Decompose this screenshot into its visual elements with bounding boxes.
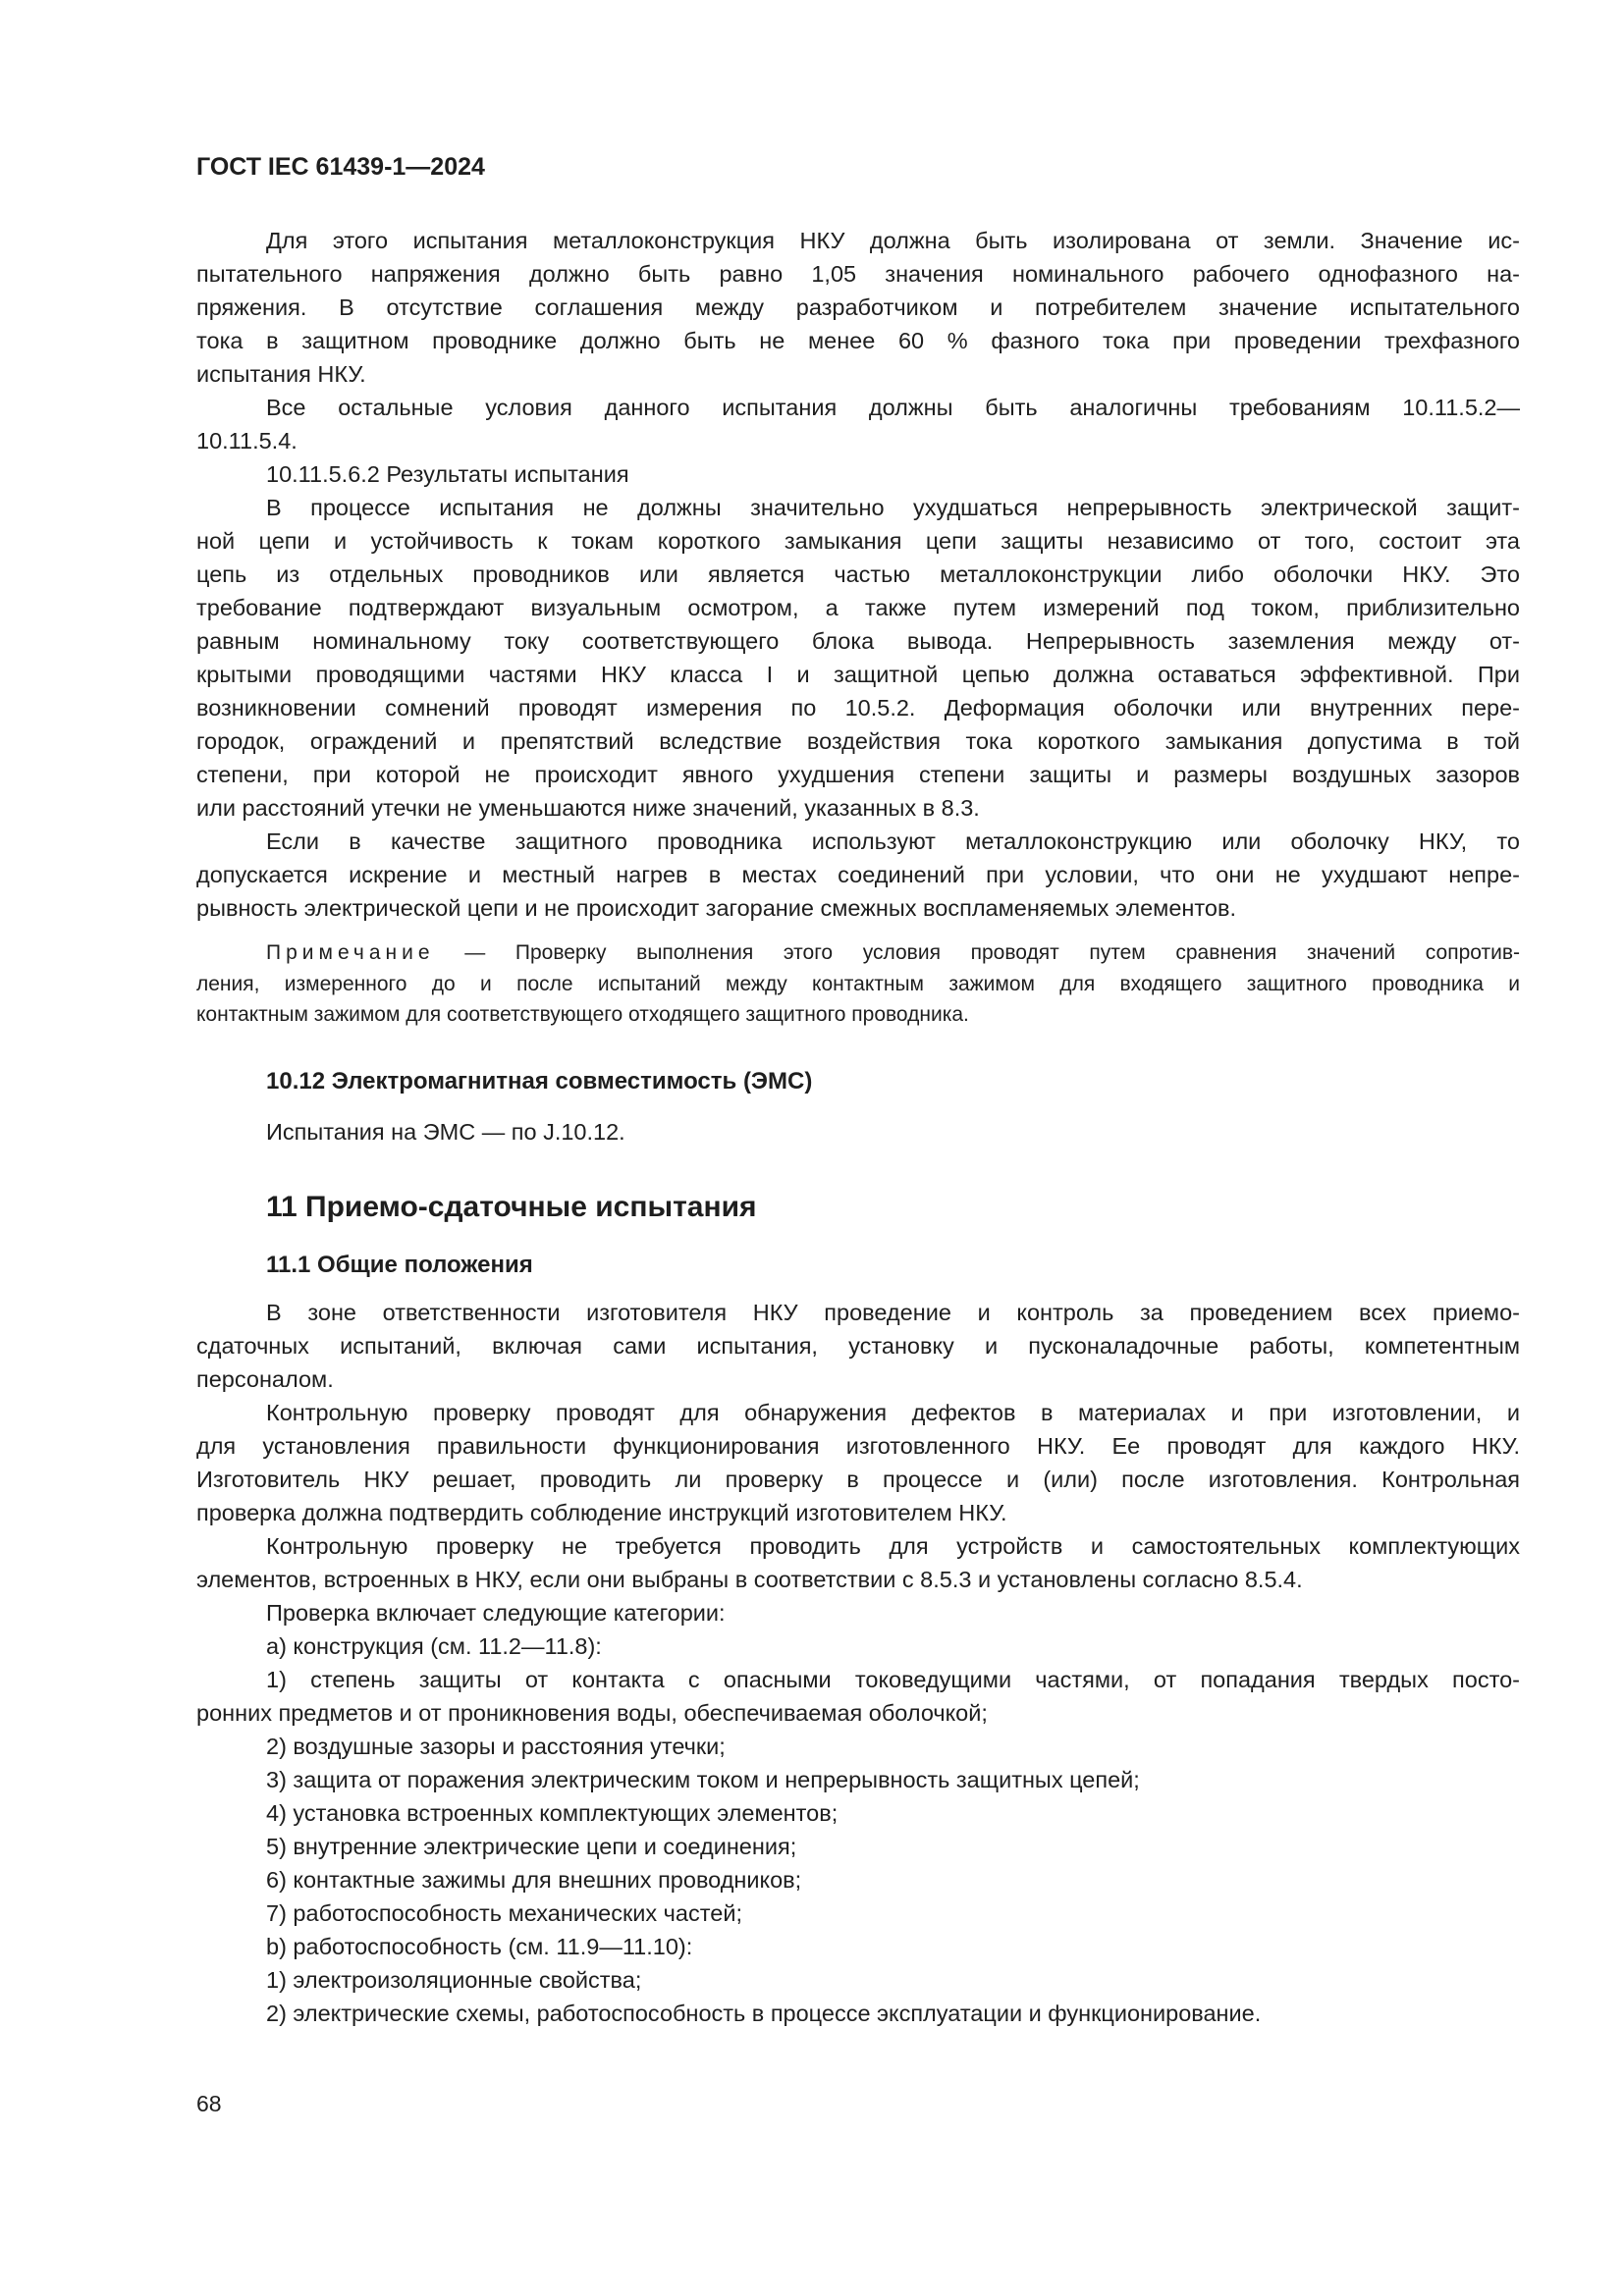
text-line: 5) внутренние электрические цепи и соединения; [266, 1834, 797, 1859]
text-line: допускается искрение и местный нагрев в местах соединений при условии, что они не ухудшают непре- [196, 862, 1520, 887]
text-line: 2) электрические схемы, работоспособность в процессе эксплуатации и функционирование. [266, 2001, 1262, 2026]
text-line: 2) воздушные зазоры и расстояния утечки; [266, 1734, 726, 1759]
note-line: ления, измеренного до и после испытаний между контактным зажимом для входящего защитного проводника и [196, 972, 1520, 995]
text-line: требование подтверждают визуальным осмотром, а также путем измерений под током, приблизительно [196, 595, 1520, 620]
text-line: ронних предметов и от проникновения воды, обеспечиваемая оболочкой; [196, 1700, 988, 1726]
text-line: 3) защита от поражения электрическим током и непрерывность защитных цепей; [266, 1767, 1140, 1792]
text-line: В зоне ответственности изготовителя НКУ проведение и контроль за проведением всех приемо- [266, 1300, 1520, 1325]
text-line: для установления правильности функционирования изготовленного НКУ. Ее проводят для каждого НКУ. [196, 1433, 1520, 1459]
section-10-11-5-6-text [196, 224, 1520, 925]
emc-text: Испытания на ЭМС — по J.10.12. [266, 1119, 625, 1145]
text-line: цепь из отдельных проводников или является частью металлоконструкции либо оболочки НКУ. Это [196, 561, 1520, 587]
text-line: В процессе испытания не должны значительно ухудшаться непрерывность электрической защит- [266, 495, 1520, 520]
page-number: 68 [196, 2091, 222, 2116]
text-line: элементов, встроенных в НКУ, если они выбраны в соответствии с 8.5.3 и установлены согласно 8.5.4. [196, 1567, 1303, 1592]
note [196, 937, 1520, 1031]
text-line: проверка должна подтвердить соблюдение инструкций изготовителем НКУ. [196, 1500, 1007, 1525]
text-line: 1) электроизоляционные свойства; [266, 1967, 642, 1993]
text-line: пытательного напряжения должно быть равно 1,05 значения номинального рабочего однофазного на- [196, 261, 1520, 287]
text-line: Изготовитель НКУ решает, проводить ли проверку в процессе и (или) после изготовления. Контрольная [196, 1467, 1520, 1492]
text-line: возникновении сомнений проводят измерения по 10.5.2. Деформация оболочки или внутренних пере- [196, 695, 1520, 721]
note-first-line: — Проверку выполнения этого условия проводят путем сравнения значений сопротив- [464, 941, 1520, 964]
text-line: 7) работоспособность механических частей; [266, 1900, 742, 1926]
text-line: рывность электрической цепи и не происходит загорание смежных воспламеняемых элементов. [196, 895, 1236, 921]
text-line: или расстояний утечки не уменьшаются ниже значений, указанных в 8.3. [196, 795, 980, 821]
text-line: городок, ограждений и препятствий вследствие воздействия тока короткого замыкания допустима в той [196, 728, 1520, 754]
text-line: тока в защитном проводнике должно быть не менее 60 % фазного тока при проведении трехфазного [196, 328, 1520, 353]
text-line: степени, при которой не происходит явного ухудшения степени защиты и размеры воздушных зазоров [196, 762, 1520, 787]
text-line: персоналом. [196, 1366, 334, 1392]
text-line: испытания НКУ. [196, 361, 366, 387]
text-line: a) конструкция (см. 11.2—11.8): [266, 1633, 602, 1659]
text-line: крытыми проводящими частями НКУ класса I и защитной цепью должна оставаться эффективной. При [196, 662, 1520, 687]
text-line: 10.11.5.6.2 Результаты испытания [266, 461, 629, 487]
section-11-1-text [196, 1296, 1520, 2030]
text-line: Проверка включает следующие категории: [266, 1600, 726, 1626]
text-line: пряжения. В отсутствие соглашения между разработчиком и потребителем значение испытательного [196, 294, 1520, 320]
text-line: сдаточных испытаний, включая сами испытания, установку и пусконаладочные работы, компетентным [196, 1333, 1520, 1359]
heading-10-12: 10.12 Электромагнитная совместимость (ЭМС) [266, 1068, 813, 1095]
text-line: 6) контактные зажимы для внешних проводников; [266, 1867, 802, 1893]
heading-11: 11 Приемо-сдаточные испытания [266, 1191, 757, 1223]
text-line: 4) установка встроенных комплектующих элементов; [266, 1800, 839, 1826]
text-line: ной цепи и устойчивость к токам короткого замыкания цепи защиты независимо от того, состоит эта [196, 528, 1520, 554]
text-line: Если в качестве защитного проводника используют металлоконструкцию или оболочку НКУ, то [266, 828, 1520, 854]
text-line: Все остальные условия данного испытания должны быть аналогичны требованиям 10.11.5.2— [266, 395, 1520, 420]
note-line: контактным зажимом для соответствующего отходящего защитного проводника. [196, 1003, 969, 1026]
text-line: Для этого испытания металлоконструкция НКУ должна быть изолирована от земли. Значение ис- [266, 228, 1520, 253]
note-label: Примечание [266, 941, 435, 964]
text-line: b) работоспособность (см. 11.9—11.10): [266, 1934, 693, 1959]
document-header: ГОСТ IEC 61439-1—2024 [196, 153, 485, 181]
text-line: 10.11.5.4. [196, 428, 298, 454]
text-line: 1) степень защиты от контакта с опасными токоведущими частями, от попадания твердых посто- [266, 1667, 1520, 1692]
text-line: Контрольную проверку проводят для обнаружения дефектов в материалах и при изготовлении, и [266, 1400, 1520, 1425]
text-line: равным номинальному току соответствующего блока вывода. Непрерывность заземления между от- [196, 628, 1520, 654]
text-line: Контрольную проверку не требуется проводить для устройств и самостоятельных комплектующих [266, 1533, 1520, 1559]
heading-11-1: 11.1 Общие положения [266, 1252, 533, 1278]
